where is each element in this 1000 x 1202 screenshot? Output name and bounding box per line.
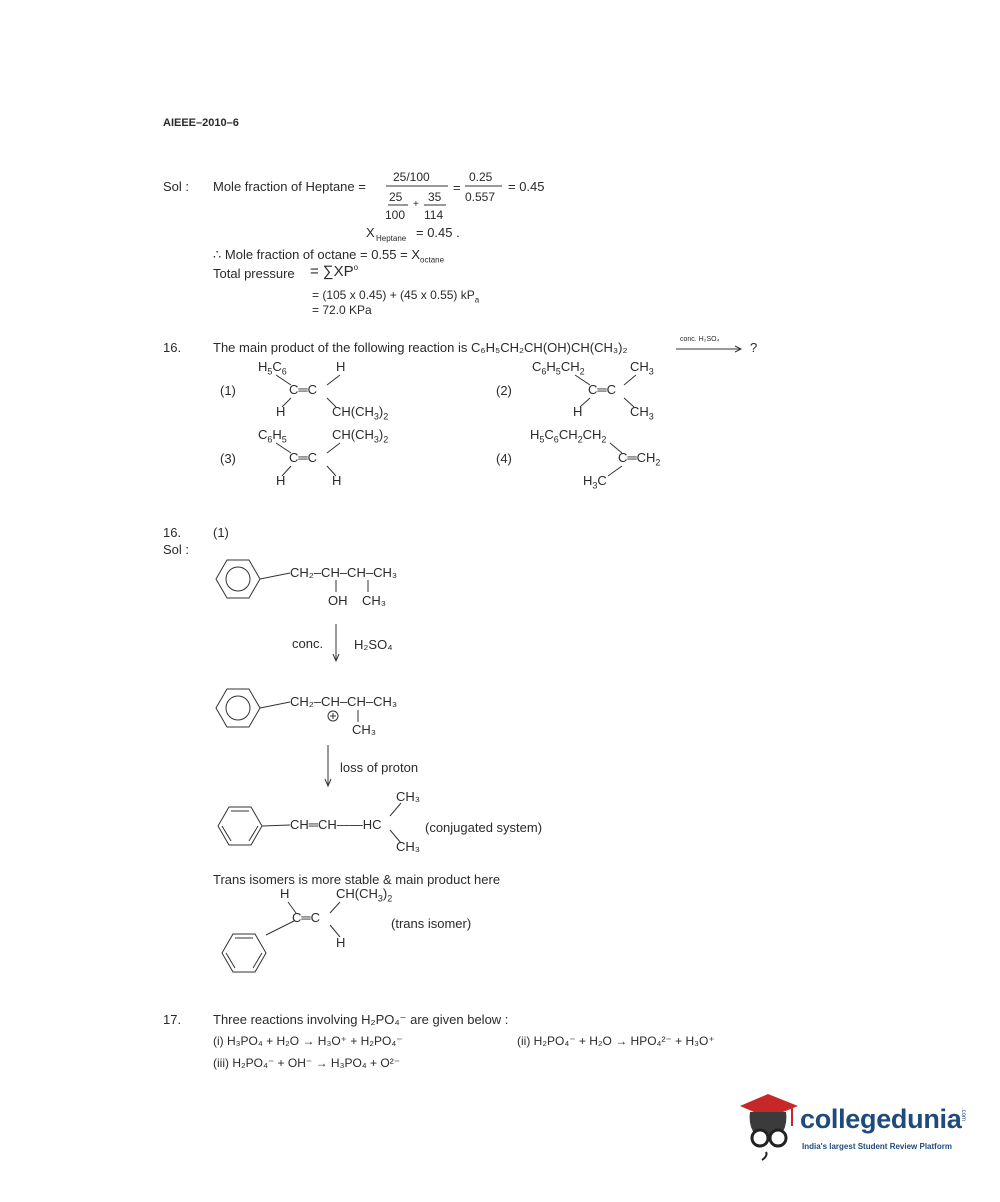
opt2-bond-c: [580, 398, 590, 407]
step3-ch3-bot: CH₃: [396, 839, 421, 854]
opt1-bond-a: [276, 375, 291, 385]
plus-sign: +: [413, 199, 419, 210]
benzene-ring-3: [218, 807, 290, 845]
opt1-cc: C═C: [289, 382, 317, 397]
opt1-h5c6: $H_5C_6$: [258, 359, 287, 377]
sol15-result: = 0.45: [508, 179, 545, 194]
conjugated-label: (conjugated system): [425, 820, 543, 835]
q17-r2: (ii) H₂PO₄⁻ + H₂O → HPO₄²⁻ + H₃O⁺: [517, 1034, 715, 1048]
sol15-den1a: 25: [389, 190, 403, 204]
total-pressure-label: Total pressure: [213, 266, 295, 281]
opt3-bond-c: [282, 466, 291, 476]
opt2-bond-b: [624, 375, 636, 385]
q17-intro: Three reactions involving H₂PO₄⁻ are given below :: [213, 1012, 509, 1027]
opt3-h: H: [276, 473, 286, 488]
trans-bond-a: [288, 902, 296, 913]
x-heptane-sub: Heptane: [376, 234, 407, 243]
trans-label: (trans isomer): [391, 916, 472, 931]
opt2-ch3b: $CH_3$: [630, 404, 654, 422]
opt1-h2: H: [276, 404, 286, 419]
q16-qmark: ?: [750, 340, 758, 355]
step2-ch3: CH₃: [352, 722, 377, 737]
sigma-expression: = $\sum XP^o$: [310, 263, 359, 280]
opt4-cch2: $C═CH_2$: [618, 450, 661, 468]
loss-proton: loss of proton: [340, 760, 419, 775]
benzene-ring-1: [216, 560, 290, 598]
trans-bond-c: [330, 925, 340, 937]
opt2-cc: C═C: [588, 382, 616, 397]
q17-r1: (i) H₃PO₄ + H₂O → H₃O⁺ + H₂PO₄⁻: [213, 1034, 403, 1048]
logo-brand: collegedunia: [800, 1104, 962, 1134]
opt3-h2: H: [332, 473, 342, 488]
trans-h2: H: [336, 935, 346, 950]
opt2-bond-d: [624, 398, 634, 407]
option-1-label: (1): [220, 383, 236, 398]
step1-oh: OH: [328, 593, 348, 608]
sol15-num2: 0.25: [469, 170, 493, 184]
opt4-h3c: $H_3C$: [583, 473, 607, 491]
q17-r3: (iii) H₂PO₄⁻ + OH⁻ → H₃PO₄ + O²⁻: [213, 1056, 401, 1070]
collegedunia-logo[interactable]: [740, 1092, 970, 1162]
step3-bond-top: [390, 803, 401, 816]
option-3-label: (3): [220, 451, 236, 466]
opt2-ch3: $CH_3$: [630, 359, 654, 377]
opt4-bond-b: [608, 466, 622, 476]
sol15-den1c: 100: [385, 208, 406, 222]
tp-line2: = 72.0 KPa: [312, 303, 372, 317]
opt3-bond-b: [327, 443, 340, 453]
opt3-cc: C═C: [289, 450, 317, 465]
sol16-label: Sol :: [163, 542, 190, 557]
option-2-label: (2): [496, 383, 512, 398]
step1-ch3: CH₃: [362, 593, 387, 608]
x-heptane-val: = 0.45 .: [416, 225, 460, 240]
q16-question: The main product of the following reaction is C₆H₅CH₂CH(OH)CH(CH₃)₂: [213, 340, 628, 355]
sol16-number: 16.: [163, 525, 182, 540]
opt3-bond-d: [327, 466, 336, 476]
trans-chch3: $CH(CH_3)_2$: [336, 886, 393, 904]
opt4-bond-a: [610, 443, 622, 453]
trans-text: Trans isomers is more stable & main product here: [213, 872, 501, 887]
sol15-den1d: 114: [424, 208, 444, 222]
q16-reagent: conc. H₂SO₄: [680, 336, 720, 343]
x-symbol: X: [366, 225, 375, 240]
opt1-bond-c: [282, 398, 291, 407]
benzene-ring-4: [222, 921, 294, 972]
sol15-den2: 0.557: [465, 190, 496, 204]
conc-label: conc.: [292, 636, 324, 651]
h2so4-label: H₂SO₄: [354, 637, 393, 652]
sol15-den1b: 35: [428, 190, 442, 204]
trans-h: H: [280, 886, 290, 901]
option-4-label: (4): [496, 451, 512, 466]
opt3-chch3: $CH(CH_3)_2$: [332, 427, 389, 445]
opt3-bond-a: [276, 443, 291, 453]
logo-tagline: India's largest Student Review Platform: [802, 1142, 952, 1151]
step3-bond-bot: [390, 830, 401, 843]
sol15-mf-label: Mole fraction of Heptane =: [213, 179, 366, 194]
q16-number: 16.: [163, 340, 182, 355]
step1-chain: CH₂–CH–CH–CH₃: [290, 565, 398, 580]
tp-line1: = (105 x 0.45) + (45 x 0.55) $kP_a$: [312, 288, 480, 305]
trans-cc: C═C: [292, 910, 320, 925]
opt3-c6h5: $C_6H_5$: [258, 427, 287, 445]
step2-chain: CH₂–CH–CH–CH₃: [290, 694, 398, 709]
trans-bond-b: [330, 902, 340, 913]
equals-sign: =: [453, 180, 461, 195]
opt2-bond-a: [575, 375, 590, 385]
opt1-bond-b: [327, 375, 340, 385]
opt2-c6h5ch2: $C_6H_5CH_2$: [532, 359, 585, 377]
octane-line: ∴ Mole fraction of $octane = 0.55 = X_{octane}$: [213, 247, 445, 265]
sol15-num1: 25/100: [393, 170, 430, 184]
step3-ch3-top: CH₃: [396, 789, 421, 804]
sol15-label: Sol :: [163, 179, 190, 194]
benzene-ring-2: [216, 689, 290, 727]
opt1-chch3: $CH(CH_3)_2$: [332, 404, 389, 422]
q17-number: 17.: [163, 1012, 182, 1027]
logo-dotcom: .com: [960, 1108, 966, 1122]
page-header-code: AIEEE–2010–6: [163, 117, 239, 129]
mascot-icon: [740, 1092, 800, 1164]
opt4-chain: $H_5C_6CH_2CH_2$: [530, 427, 607, 445]
sol16-answer: (1): [213, 525, 229, 540]
opt2-h: H: [573, 404, 583, 419]
opt1-bond-d: [327, 398, 336, 407]
step3-chain: CH═CH——HC: [290, 817, 382, 832]
opt1-h: H: [336, 359, 346, 374]
